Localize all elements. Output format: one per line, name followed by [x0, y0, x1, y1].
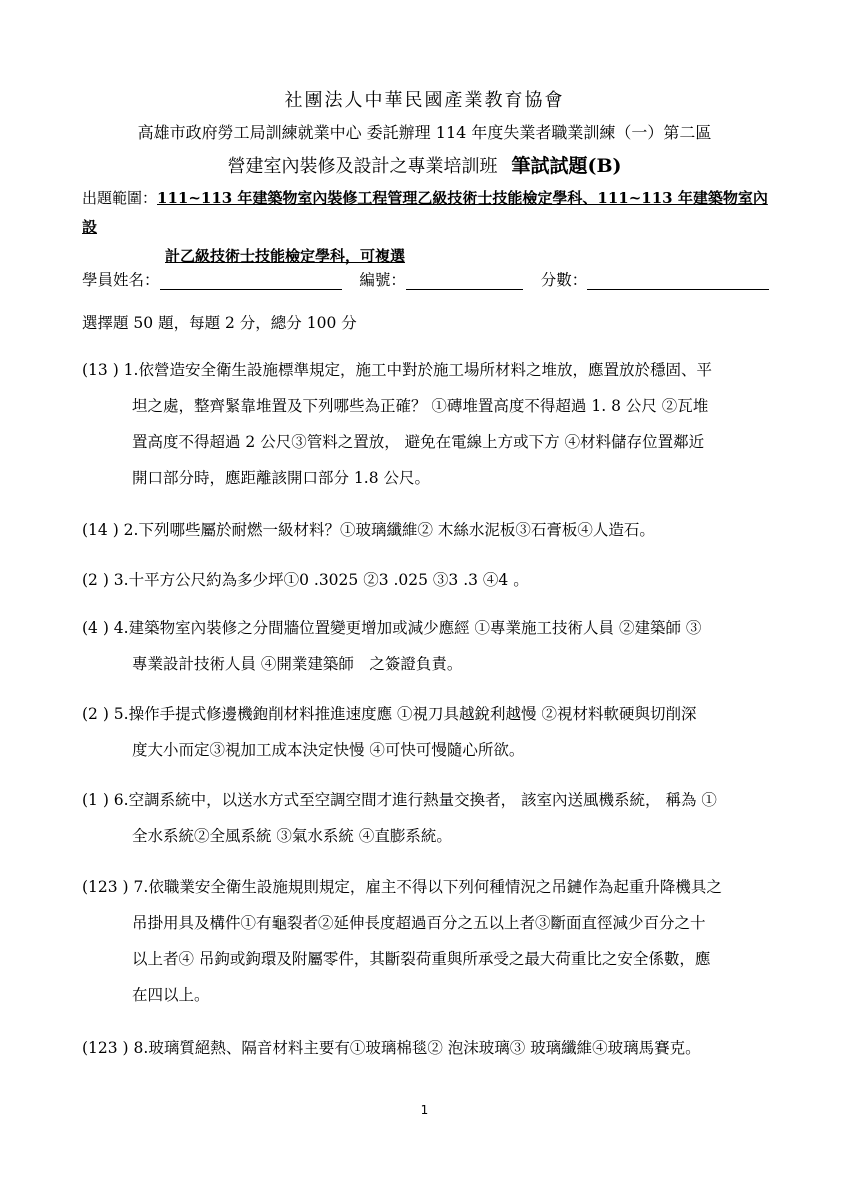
- exam-info: 選擇題 50 題，每題 2 分，總分 100 分: [82, 314, 357, 332]
- number-blank[interactable]: [406, 271, 523, 290]
- question-6: (1 ) 6.空調系統中，以送水方式至空調空間才進行熱量交換者， 該室內送風機系統， 稱為 ① 全水系統②全風系統 ③氣水系統 ④直膨系統。: [82, 791, 717, 845]
- organization-title: 社團法人中華民國產業教育協會: [284, 90, 565, 111]
- question-2: (14 ) 2.下列哪些屬於耐燃一級材料？①玻璃纖維② 木絲水泥板③石膏板④人造石。: [82, 521, 655, 539]
- score-blank[interactable]: [587, 271, 769, 290]
- score-label: 分數：: [540, 271, 588, 289]
- number-label: 編號：: [359, 271, 406, 289]
- scope-line-1: 111~113 年建築物室內裝修工程管理乙級技術士技能檢定學科、111~113 年建築物室內設: [82, 189, 768, 236]
- program-title: 高雄市政府勞工局訓練就業中心 委託辦理 114 年度失業者職業訓練（一）第二區: [137, 123, 712, 142]
- question-7: (123 ) 7.依職業安全衛生設施規則規定，雇主不得以下列何種情況之吊鏈作為起重升降機具之 吊掛用具及構件①有龜裂者②延伸長度超過百分之五以上者③斷面直徑減少百分之十 以上者④ 吊鉤或鉤環及附屬零件，其斷裂荷重與所承受之最大荷重比之安全係數，應 在四以上。: [82, 878, 722, 1004]
- question-5: (2 ) 5.操作手提式修邊機鉋削材料推進速度應 ①視刀具越銳利越慢 ②視材料軟硬與切削深 度大小而定③視加工成本決定快慢 ④可快可慢隨心所欲。: [82, 705, 697, 759]
- course-title: [0, 151, 849, 178]
- exam-name: 筆試試題(B): [511, 155, 622, 177]
- student-fields: [82, 268, 782, 290]
- course-name: 營建室內裝修及設計之專業培訓班: [227, 156, 498, 177]
- name-label: 學員姓名：: [82, 271, 160, 289]
- scope-label: 出題範圍：: [82, 189, 158, 207]
- question-4: (4 ) 4.建築物室內裝修之分間牆位置變更增加或減少應經 ①專業施工技術人員 ②建築師 ③ 專業設計技術人員 ④開業建築師 之簽證負責。: [82, 619, 702, 673]
- scope-line-2: 計乙級技術士技能檢定學科，可複選: [165, 247, 406, 265]
- page-number: 1: [420, 1103, 429, 1117]
- question-3: (2 ) 3.十平方公尺約為多少坪①0 .3025 ②3 .025 ③3 .3 ④4 。: [82, 571, 529, 589]
- exam-scope: [82, 184, 782, 271]
- name-blank[interactable]: [160, 271, 342, 290]
- question-8: (123 ) 8.玻璃質絕熱、隔音材料主要有①玻璃棉毯② 泡沫玻璃③ 玻璃纖維④玻璃馬賽克。: [82, 1039, 701, 1057]
- question-1: (13 ) 1.依營造安全衛生設施標準規定，施工中對於施工場所材料之堆放，應置放於穩固、平 坦之處，整齊緊靠堆置及下列哪些為正確？ ①磚堆置高度不得超過 1. 8 公尺 ②瓦堆 置高度不得超過 2 公尺③管料之置放， 避免在電線上方或下方 ④材料儲存位置鄰近 開口部分時，應距離該開口部分 1.8 公尺。: [82, 361, 712, 487]
